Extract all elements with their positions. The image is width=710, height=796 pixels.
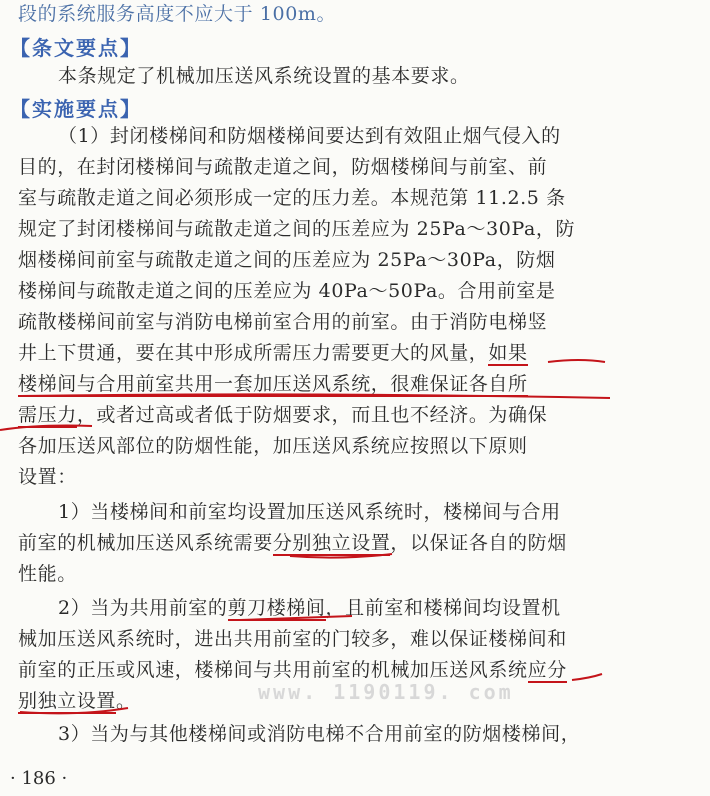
paragraph-line: 目的，在封闭楼梯间与疏散走道之间，防烟楼梯间与前室、前 xyxy=(18,156,548,178)
paragraph-line xyxy=(18,372,698,396)
underlined-text: 分别独立设置 xyxy=(272,532,391,554)
clause-summary-line: 本条规定了机械加压送风系统设置的基本要求。 xyxy=(58,65,470,87)
underlined-text: 剪刀楼梯间 xyxy=(227,597,326,619)
paragraph-line: 规定了封闭楼梯间与疏散走道之间的压差应为 25Pa～30Pa，防 xyxy=(18,218,576,240)
paragraph-line: 楼梯间与疏散走道之间的压差应为 40Pa～50Pa。合用前室是 xyxy=(18,280,556,302)
paragraph-line: 性能。 xyxy=(18,563,77,585)
paragraph-line: 械加压送风系统时，进出共用前室的门较多，难以保证楼梯间和 xyxy=(18,628,567,650)
underlined-text: 如果 xyxy=(488,342,528,364)
paragraph-line: 设置： xyxy=(18,466,77,488)
heading-implementation-points: 【实施要点】 xyxy=(10,97,142,121)
paragraph-line: 各加压送风部位的防烟性能，加压送风系统应按照以下原则 xyxy=(18,435,528,457)
watermark: www. 1190119. com xyxy=(258,680,514,704)
paragraph-line xyxy=(58,596,698,620)
paragraph-line xyxy=(18,341,698,365)
paragraph-line: 3）当为与其他楼梯间或消防电梯不合用前室的防烟楼梯间， xyxy=(58,723,581,745)
text-run: ，且前室和楼梯间均设置机 xyxy=(325,597,561,619)
paragraph-line xyxy=(18,531,698,555)
text-run: 。 xyxy=(116,690,136,712)
underlined-text: 楼梯间与合用前室共用一套加压送风系统，很难保证各自所 xyxy=(18,373,528,395)
text-run: 2）当为共用前室的 xyxy=(58,597,228,619)
paragraph-line: 疏散楼梯间前室与消防电梯前室合用的前室。由于消防电梯竖 xyxy=(18,311,548,333)
paragraph-line: 1）当楼梯间和前室均设置加压送风系统时，楼梯间与合用 xyxy=(58,501,561,523)
page-number: · 186 · xyxy=(10,768,68,789)
underlined-text: 需压力 xyxy=(18,404,77,426)
text-run: ，以保证各自的防烟 xyxy=(390,532,567,554)
underlined-text: 应分 xyxy=(527,659,567,681)
paragraph-line: 室与疏散走道之间必须形成一定的压力差。本规范第 11.2.5 条 xyxy=(18,187,566,209)
text-run: 前室的正压或风速，楼梯间与共用前室的机械加压送风系统 xyxy=(18,659,528,681)
text-run: 井上下贯通，要在其中形成所需压力需要更大的风量， xyxy=(18,342,489,364)
underlined-text: 别独立设置 xyxy=(18,690,117,712)
continued-text-line: 段的系统服务高度不应大于 100m。 xyxy=(18,3,337,25)
paragraph-line: （1）封闭楼梯间和防烟楼梯间要达到有效阻止烟气侵入的 xyxy=(58,125,561,147)
text-run: ，或者过高或者低于防烟要求，而且也不经济。为确保 xyxy=(76,404,548,426)
paragraph-line: 烟楼梯间前室与疏散走道之间的压差应为 25Pa～30Pa，防烟 xyxy=(18,249,556,271)
paragraph-line xyxy=(18,403,698,427)
text-run: 前室的机械加压送风系统需要 xyxy=(18,532,273,554)
paragraph-line xyxy=(18,658,698,682)
heading-clause-points: 【条文要点】 xyxy=(10,36,142,60)
